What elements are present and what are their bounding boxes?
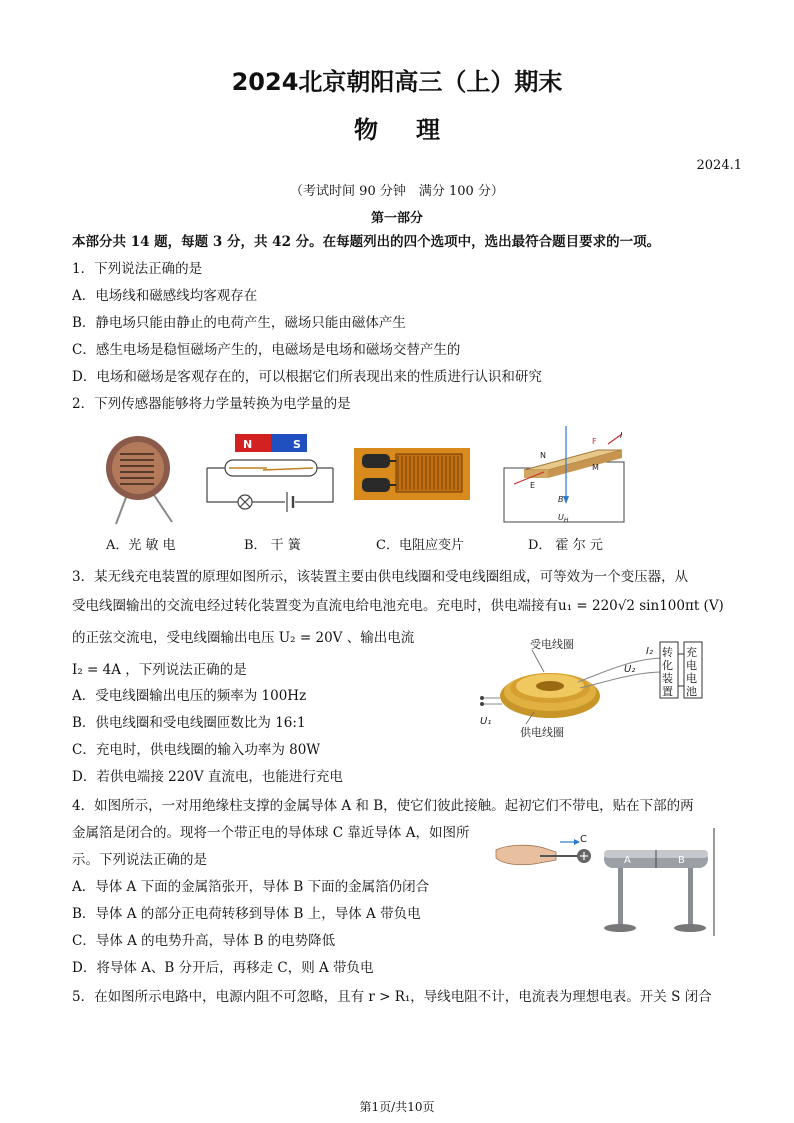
q5-line-1: 5．在如图所示电路中，电源内阻不可忽略，且有 r > R₁，导线电阻不计，电流表为理想电表。开关 S 闭合 bbox=[72, 989, 712, 1005]
q3-option-c: C．充电时，供电线圈的输入功率为 80W bbox=[72, 742, 321, 758]
supply-coil-label: 供电线圈 bbox=[520, 726, 564, 739]
wireless-charger-figure bbox=[474, 632, 714, 740]
hall-element-figure bbox=[500, 424, 630, 526]
sphere-c-label: C bbox=[580, 834, 587, 845]
strain-gauge-figure bbox=[352, 446, 472, 502]
q4-option-d: D．将导体 A、B 分开后，再移走 C，则 A 带负电 bbox=[72, 960, 374, 976]
q2-caption-c: C．电阻应变片 bbox=[376, 538, 464, 553]
subject-title: 物理 bbox=[354, 116, 478, 144]
conductors-figure bbox=[494, 828, 724, 938]
i2-label: I₂ bbox=[646, 646, 653, 657]
hall-m-label: M bbox=[592, 463, 599, 472]
q4-line-1: 4．如图所示，一对用绝缘柱支撑的金属导体 A 和 B，使它们彼此接触。起初它们不带电，贴在下部的两 bbox=[72, 798, 694, 814]
exam-duration: （考试时间 90 分钟 满分 100 分） bbox=[290, 184, 504, 199]
hall-b-label: B bbox=[558, 495, 564, 504]
hall-i-label: I bbox=[620, 431, 623, 440]
q3-line-4: I₂ = 4A ，下列说法正确的是 bbox=[72, 662, 247, 678]
q2-caption-a: A．光 敏 电 bbox=[106, 538, 176, 553]
conductor-a-label: A bbox=[624, 855, 631, 866]
q1-option-a: A．电场线和磁感线均客观存在 bbox=[72, 288, 258, 304]
battery-label: 充电电池 bbox=[686, 646, 697, 698]
part-heading: 第一部分 bbox=[370, 211, 423, 226]
page-footer: 第1页/共10页 bbox=[359, 1100, 435, 1114]
instructions: 本部分共 14 题，每题 3 分，共 42 分。在每题列出的四个选项中，选出最符合题目要求的一项。 bbox=[72, 234, 661, 250]
q4-option-a: A．导体 A 下面的金属箔张开，导体 B 下面的金属箔仍闭合 bbox=[72, 879, 430, 895]
converter-label: 转化装置 bbox=[662, 646, 673, 698]
hall-e-label: E bbox=[530, 481, 536, 490]
hall-n-label: N bbox=[540, 451, 546, 460]
q3-option-b: B．供电线圈和受电线圈匝数比为 16:1 bbox=[72, 715, 306, 731]
q2-caption-b: B． 干 簧 bbox=[244, 538, 301, 553]
photoresistor-figure bbox=[94, 430, 190, 526]
page-title: 2024北京朝阳高三（上）期末 bbox=[231, 68, 563, 96]
q3-option-a: A．受电线圈输出电压的频率为 100Hz bbox=[72, 688, 307, 704]
receive-coil-label: 受电线圈 bbox=[530, 638, 574, 651]
q4-line-3: 示。下列说法正确的是 bbox=[72, 852, 207, 868]
exam-date: 2024.1 bbox=[696, 158, 742, 173]
q1-option-d: D．电场和磁场是客观存在的，可以根据它们所表现出来的性质进行认识和研究 bbox=[72, 369, 542, 385]
conductor-b-label: B bbox=[678, 855, 685, 866]
q3-line-2: 受电线圈输出的交流电经过转化装置变为直流电给电池充电。充电时，供电端接有u₁ = 220√2 sin100πt (V) bbox=[72, 598, 724, 614]
q1-stem: 1．下列说法正确的是 bbox=[72, 261, 203, 277]
magnet-n-label: N bbox=[243, 438, 253, 451]
hall-f-label: F bbox=[592, 437, 597, 446]
reed-switch-figure bbox=[205, 432, 335, 512]
q3-line-1: 3．某无线充电装置的原理如图所示，该装置主要由供电线圈和受电线圈组成，可等效为一个变压器，从 bbox=[72, 569, 689, 585]
q3-line-3: 的正弦交流电，受电线圈输出电压 U₂ = 20V 、输出电流 bbox=[72, 630, 415, 646]
hall-uh-label: $U_H$ bbox=[558, 513, 569, 524]
magnet-s-label: S bbox=[293, 438, 301, 451]
q1-option-c: C．感生电场是稳恒磁场产生的，电磁场是电场和磁场交替产生的 bbox=[72, 342, 461, 358]
q4-line-2: 金属箔是闭合的。现将一个带正电的导体球 C 靠近导体 A，如图所 bbox=[72, 825, 470, 841]
u2-label: U₂ bbox=[624, 664, 636, 675]
q2-stem: 2．下列传感器能够将力学量转换为电学量的是 bbox=[72, 396, 351, 412]
q3-option-d: D．若供电端接 220V 直流电，也能进行充电 bbox=[72, 769, 343, 785]
u1-label: U₁ bbox=[480, 716, 492, 727]
q2-caption-d: D． 霍 尔 元 bbox=[528, 538, 603, 553]
q4-option-b: B．导体 A 的部分正电荷转移到导体 B 上，导体 A 带负电 bbox=[72, 906, 421, 922]
q1-option-b: B．静电场只能由静止的电荷产生，磁场只能由磁体产生 bbox=[72, 315, 406, 331]
q4-option-c: C．导体 A 的电势升高，导体 B 的电势降低 bbox=[72, 933, 336, 949]
